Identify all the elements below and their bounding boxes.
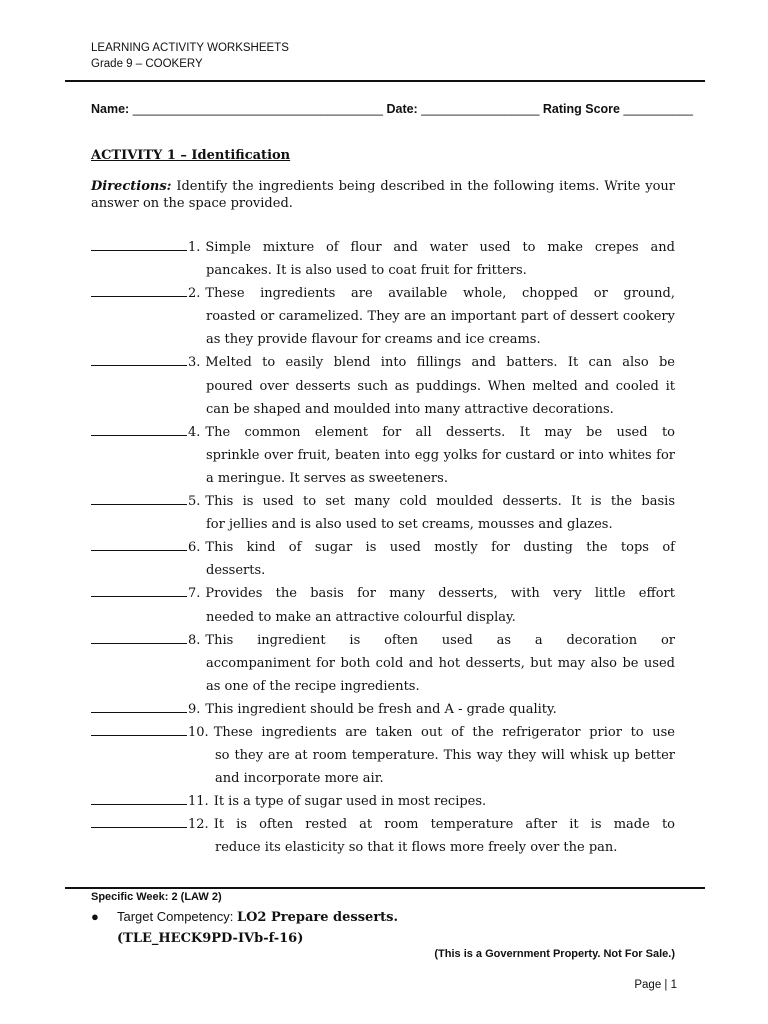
directions-text: Identify the ingredients being described in the following items. Write your answer on the space provided. — [91, 179, 675, 211]
question-number: 9. — [188, 701, 201, 717]
question-number: 2. — [188, 286, 201, 302]
question-text-continued: needed to make an attractive colourful display. — [206, 609, 516, 625]
question-text-continued: poured over desserts such as puddings. When melted and cooled it can be shaped and moulded into many attractive decorations. — [206, 378, 675, 417]
question-item — [91, 721, 675, 790]
question-text: Melted to easily blend into fillings and batters. It can also be — [205, 355, 675, 371]
question-text-continued: for jellies and is also used to set creams, mousses and glazes. — [206, 517, 613, 533]
bullet-icon: ● — [91, 909, 99, 924]
question-text-continued: reduce its elasticity so that it flows more freely over the pan. — [215, 840, 618, 856]
question-item — [91, 282, 675, 351]
question-number: 7. — [188, 586, 201, 602]
worksheet-title: LEARNING ACTIVITY WORKSHEETS — [91, 42, 289, 54]
page-number: Page | 1 — [634, 979, 677, 991]
target-competency — [91, 909, 398, 925]
question-text: This ingredient is often used as a decoration or — [205, 632, 675, 648]
specific-week: Specific Week: 2 (LAW 2) — [91, 891, 222, 903]
question-item — [91, 629, 675, 698]
date-field[interactable]: _________________ — [421, 102, 540, 116]
question-number: 6. — [188, 540, 201, 556]
question-text: These ingredients are available whole, chopped or ground, — [205, 286, 675, 302]
question-item — [91, 421, 675, 490]
answer-blank[interactable] — [91, 813, 187, 828]
answer-blank[interactable] — [91, 629, 187, 644]
question-text-continued: accompaniment for both cold and hot desserts, but may also be used as one of the recipe ingredients. — [206, 655, 675, 694]
answer-blank[interactable] — [91, 236, 187, 251]
question-text-continued: pancakes. It is also used to coat fruit for fritters. — [206, 263, 527, 279]
footer-divider — [65, 887, 705, 889]
answer-blank[interactable] — [91, 351, 187, 366]
name-field[interactable]: ____________________________________ — [132, 102, 383, 116]
question-item — [91, 582, 675, 628]
target-competency-value: LO2 Prepare desserts. — [236, 910, 399, 925]
worksheet-subtitle: Grade 9 – COOKERY — [91, 58, 203, 70]
question-item — [91, 351, 675, 420]
question-number: 10. — [188, 724, 209, 740]
question-item — [91, 813, 675, 859]
header-divider — [65, 80, 705, 82]
rating-score-label: Rating Score — [542, 102, 620, 116]
answer-blank[interactable] — [91, 421, 187, 436]
question-number: 12. — [188, 817, 209, 833]
question-number: 4. — [188, 424, 201, 440]
rating-score-field[interactable]: __________ — [623, 102, 694, 116]
question-number: 11. — [188, 794, 209, 810]
target-competency-label: Target Competency: — [117, 909, 237, 924]
question-text-continued: so they are at room temperature. This way they will whisk up better and incorporate more air. — [215, 748, 675, 787]
question-item — [91, 698, 675, 721]
question-text: Simple mixture of flour and water used to make crepes and — [205, 240, 675, 255]
competency-code: (TLE_HECK9PD-IVb-f-16) — [117, 931, 304, 946]
student-info-fields — [91, 102, 693, 116]
question-text-continued: sprinkle over fruit, beaten into egg yolks for custard or into whites for a meringue. It serves as sweeteners. — [206, 447, 675, 486]
question-number: 5. — [188, 494, 201, 510]
question-text-continued: roasted or caramelized. They are an important part of dessert cookery as they provide flavour for creams and ice creams. — [206, 309, 675, 348]
directions-label: Directions: — [91, 179, 172, 194]
question-text: It is a type of sugar used in most recipes. — [213, 794, 487, 810]
question-text-continued: desserts. — [206, 563, 266, 579]
question-item — [91, 790, 675, 813]
question-item — [91, 236, 675, 282]
directions — [91, 178, 675, 212]
government-property-note: (This is a Government Property. Not For Sale.) — [434, 948, 675, 960]
answer-blank[interactable] — [91, 698, 187, 713]
question-list — [91, 236, 675, 860]
question-text: The common element for all desserts. It may be used to — [205, 424, 675, 440]
question-number: 1. — [188, 240, 201, 255]
question-text: This ingredient should be fresh and A - grade quality. — [205, 701, 557, 717]
question-text: This is used to set many cold moulded desserts. It is the basis — [205, 494, 675, 510]
question-number: 3. — [188, 355, 201, 371]
question-item — [91, 536, 675, 582]
answer-blank[interactable] — [91, 721, 187, 736]
question-text: It is often rested at room temperature after it is made to — [213, 817, 675, 833]
question-text: Provides the basis for many desserts, with very little effort — [205, 586, 675, 602]
answer-blank[interactable] — [91, 282, 187, 297]
name-label: Name: — [91, 102, 130, 116]
activity-title: ACTIVITY 1 – Identification — [91, 148, 291, 163]
date-label: Date: — [386, 102, 418, 116]
answer-blank[interactable] — [91, 582, 187, 597]
question-item — [91, 490, 675, 536]
answer-blank[interactable] — [91, 536, 187, 551]
answer-blank[interactable] — [91, 790, 187, 805]
question-text: These ingredients are taken out of the refrigerator prior to use — [213, 724, 675, 740]
question-text: This kind of sugar is used mostly for dusting the tops of — [205, 540, 675, 556]
question-number: 8. — [188, 632, 201, 648]
worksheet-header — [91, 40, 289, 72]
answer-blank[interactable] — [91, 490, 187, 505]
